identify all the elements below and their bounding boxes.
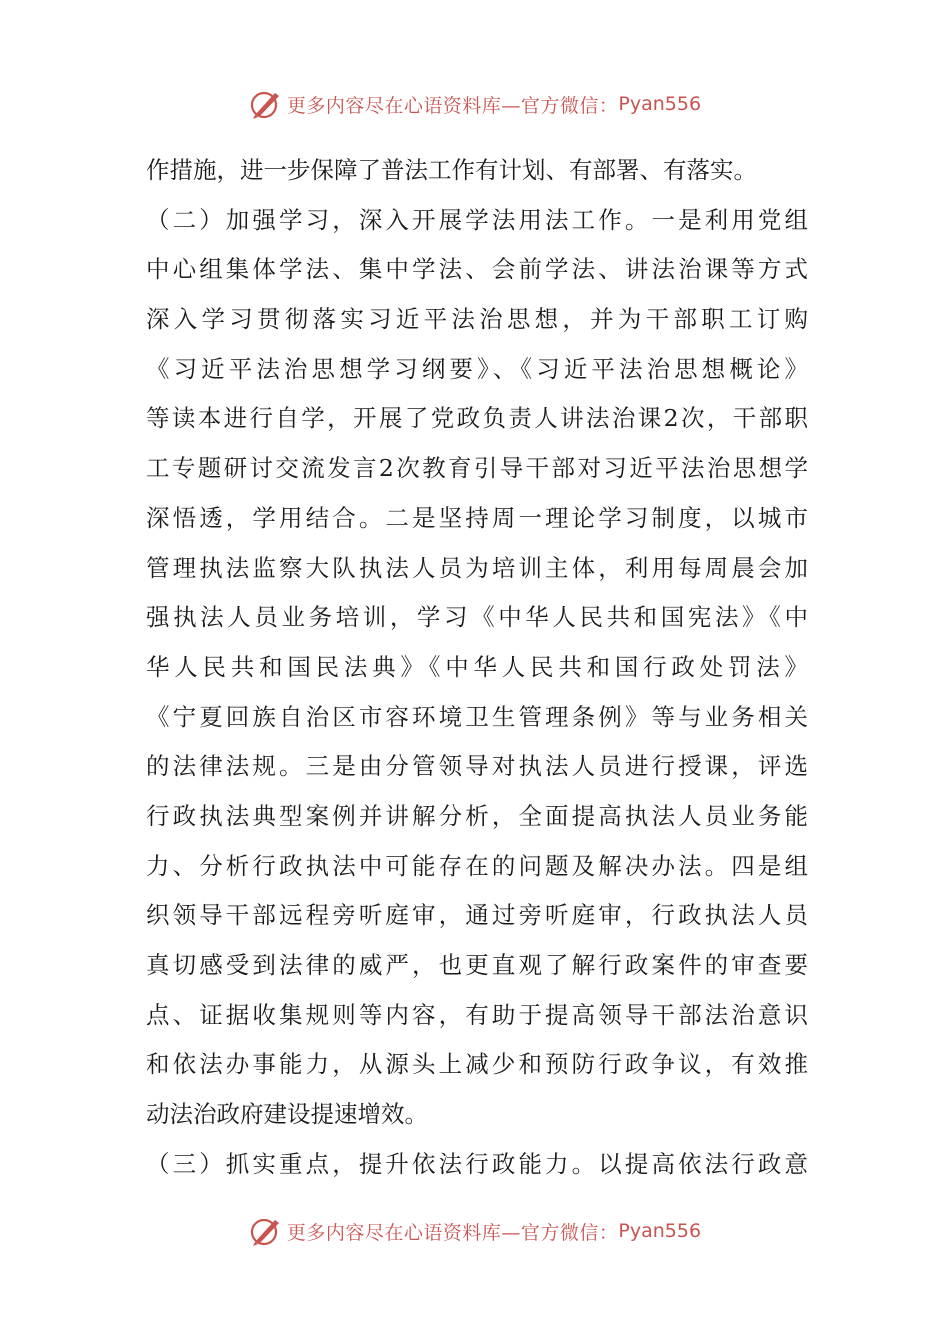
watermark-text: 更多内容尽在心语资料库—官方微信： [286, 94, 619, 117]
body-line: 强执法人员业务培训，学习《中华人民共和国宪法》《中 [146, 603, 808, 632]
body-line: （二）加强学习，深入开展学法用法工作。一是利用党组 [146, 205, 808, 234]
body-line: 的法律法规。三是由分管领导对执法人员进行授课，评选 [146, 752, 808, 781]
body-line: 点、证据收集规则等内容，有助于提高领导干部法治意识 [146, 1000, 808, 1029]
watermark-handle: Pyan556 [618, 93, 702, 115]
watermark-footer [0, 1209, 950, 1253]
body-line: 作措施，进一步保障了普法工作有计划、有部署、有落实。 [146, 156, 757, 184]
body-line: 管理执法监察大队执法人员为培训主体，利用每周晨会加 [146, 553, 808, 582]
body-line: 和依法办事能力，从源头上减少和预防行政争议，有效推 [146, 1050, 808, 1079]
body-line: 行政执法典型案例并讲解分析，全面提高执法人员业务能 [146, 801, 808, 830]
watermark-handle: Pyan556 [618, 1220, 702, 1242]
body-line: 等读本进行自学，开展了党政负责人讲法治课2次，干部职 [146, 404, 808, 433]
pen-logo-icon [249, 87, 283, 121]
pen-logo-icon [249, 1214, 283, 1248]
watermark-text: 更多内容尽在心语资料库—官方微信： [286, 1221, 619, 1244]
body-line: 真切感受到法律的威严，也更直观了解行政案件的审查要 [146, 951, 808, 979]
body-line: 力、分析行政执法中可能存在的问题及解决办法。四是组 [146, 851, 808, 880]
body-line: 深入学习贯彻落实习近平法治思想，并为干部职工订购 [146, 305, 808, 334]
body-line: 工专题研讨交流发言2次教育引导干部对习近平法治思想学 [146, 454, 808, 483]
body-line: 深悟透，学用结合。二是坚持周一理论学习制度，以城市 [146, 503, 808, 532]
body-line: （三）抓实重点，提升依法行政能力。以提高依法行政意 [146, 1149, 808, 1178]
body-line: 织领导干部远程旁听庭审，通过旁听庭审，行政执法人员 [146, 901, 808, 930]
watermark-header [0, 82, 950, 126]
body-line: 《宁夏回族自治区市容环境卫生管理条例》等与业务相关 [146, 702, 808, 731]
body-line: 《习近平法治思想学习纲要》、《习近平法治思想概论》 [146, 354, 808, 383]
body-line: 华人民共和国民法典》《中华人民共和国行政处罚法》 [146, 652, 808, 681]
body-line: 中心组集体学法、集中学法、会前学法、讲法治课等方式 [146, 255, 808, 284]
document-body [146, 146, 808, 1189]
body-line: 动法治政府建设提速增效。 [146, 1100, 428, 1129]
